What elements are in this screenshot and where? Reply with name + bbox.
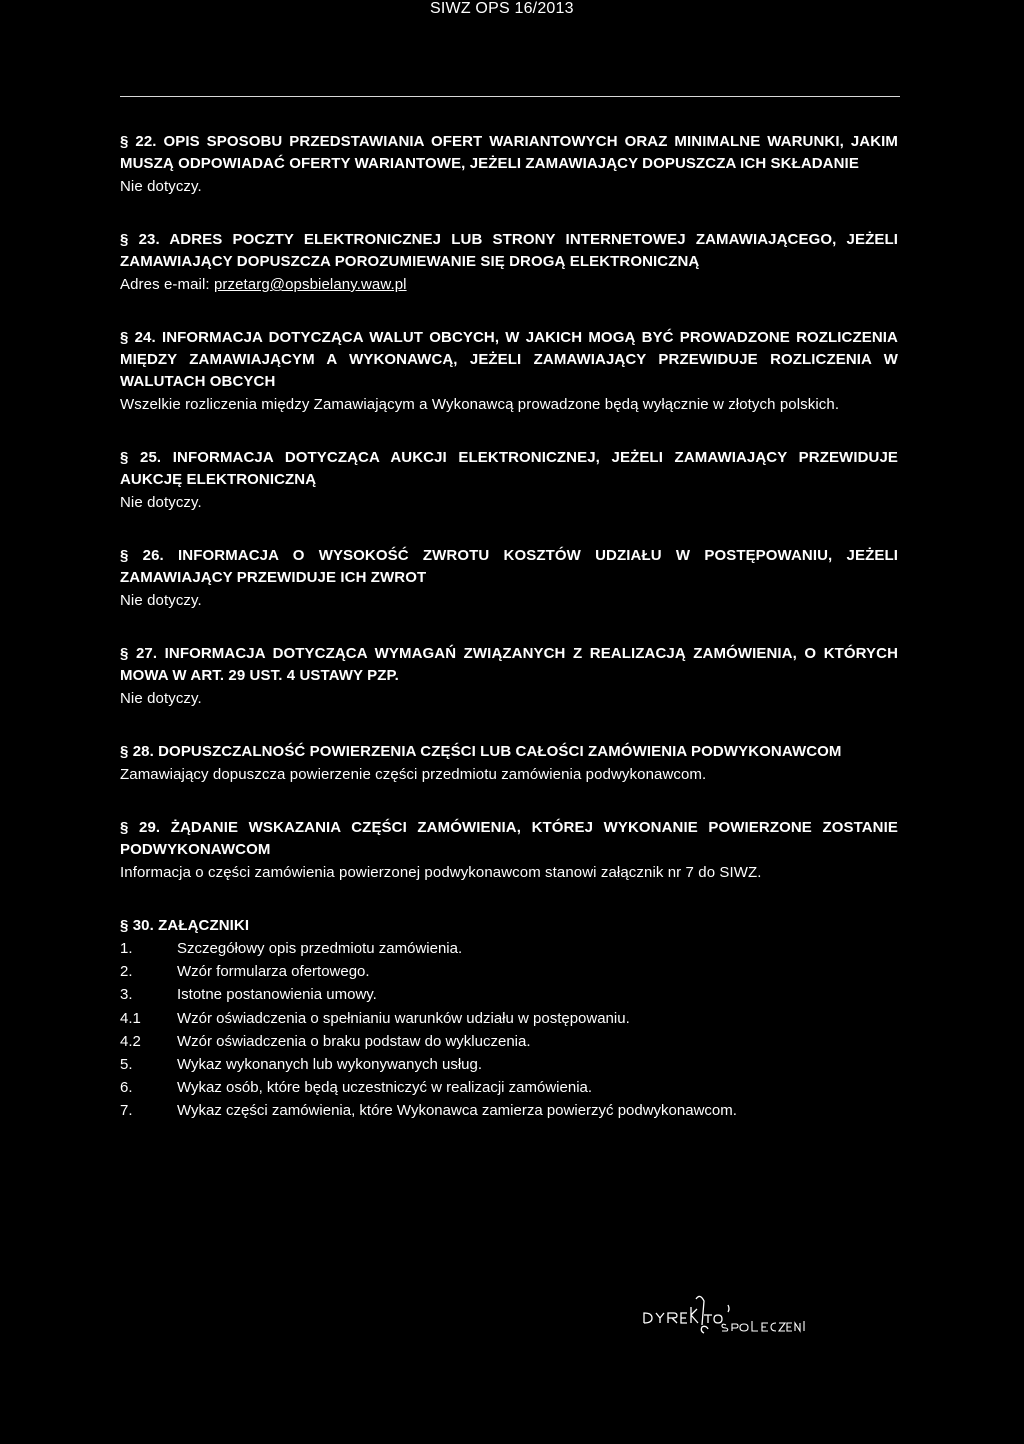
list-item-text: Szczegółowy opis przedmiotu zamówienia.: [177, 940, 463, 957]
list-item: [120, 1030, 898, 1053]
section-heading: § 27. INFORMACJA DOTYCZĄCA WYMAGAŃ ZWIĄZANYCH Z REALIZACJĄ ZAMÓWIENIA, O KTÓRYCH MOWA W ART. 29 UST. 4 USTAWY PZP.: [120, 645, 898, 684]
section-heading: § 22. OPIS SPOSOBU PRZEDSTAWIANIA OFERT WARIANTOWYCH ORAZ MINIMALNE WARUNKI, JAKIM MUSZĄ ODPOWIADAĆ OFERTY WARIANTOWE, JEŻELI ZAMAWIAJĄCY DOPUSZCZA ICH SKŁADANIE: [120, 133, 898, 172]
email-link[interactable]: przetarg@opsbielany.waw.pl: [213, 276, 407, 293]
section-body: Nie dotyczy.: [120, 592, 202, 609]
list-item: [120, 1053, 898, 1076]
list-item-text: Wzór formularza ofertowego.: [177, 963, 370, 981]
list-item-text: Wykaz części zamówienia, które Wykonawca zamierza powierzyć podwykonawcom.: [177, 1102, 737, 1120]
section-28: [120, 741, 898, 786]
list-item: [120, 1076, 898, 1099]
section-body: Nie dotyczy.: [120, 690, 202, 707]
list-item-text: Wykaz osób, które będą uczestniczyć w realizacji zamówienia.: [177, 1079, 593, 1097]
section-body: Wszelkie rozliczenia między Zamawiającym a Wykonawcą prowadzone będą wyłącznie w złotych polskich.: [120, 396, 840, 413]
signature-stamp: [640, 1285, 880, 1355]
section-27: [120, 643, 898, 710]
list-item-text: Istotne postanowienia umowy.: [177, 986, 377, 1004]
section-22: [120, 131, 898, 198]
list-item-number: 3.: [120, 986, 133, 1004]
section-26: [120, 545, 898, 612]
section-24: [120, 327, 898, 416]
list-item-number: 2.: [120, 963, 133, 981]
section-29: [120, 817, 898, 884]
list-item-text: Wzór oświadczenia o braku podstaw do wykluczenia.: [177, 1032, 531, 1050]
section-heading: § 30. ZAŁĄCZNIKI: [120, 917, 250, 934]
document-body: [120, 131, 898, 1154]
list-item-number: 5.: [120, 1056, 133, 1074]
section-heading: § 29. ŻĄDANIE WSKAZANIA CZĘŚCI ZAMÓWIENIA, KTÓREJ WYKONANIE POWIERZONE ZOSTANIE PODWYKONAWCOM: [120, 819, 898, 858]
section-heading: § 25. INFORMACJA DOTYCZĄCA AUKCJI ELEKTRONICZNEJ, JEŻELI ZAMAWIAJĄCY PRZEWIDUJE AUKCJĘ ELEKTRONICZNĄ: [120, 449, 898, 488]
section-heading: § 23. ADRES POCZTY ELEKTRONICZNEJ LUB STRONY INTERNETOWEJ ZAMAWIAJĄCEGO, JEŻELI ZAMAWIAJĄCY DOPUSZCZA POROZUMIEWANIE SIĘ DROGĄ ELEKTRONICZNĄ: [120, 231, 898, 270]
document-header: SIWZ OPS 16/2013: [430, 0, 574, 17]
list-item: [120, 960, 898, 983]
list-item: [120, 983, 898, 1006]
section-25: [120, 447, 898, 514]
section-body: Nie dotyczy.: [120, 178, 202, 195]
section-23: [120, 229, 898, 296]
attachments-list: [120, 937, 898, 1123]
list-item-text: Wykaz wykonanych lub wykonywanych usług.: [177, 1056, 483, 1074]
list-item-number: 4.1: [120, 1009, 141, 1027]
list-item: [120, 1007, 898, 1030]
email-label: Adres e-mail:: [120, 276, 214, 293]
section-heading: § 26. INFORMACJA O WYSOKOŚĆ ZWROTU KOSZTÓW UDZIAŁU W POSTĘPOWANIU, JEŻELI ZAMAWIAJĄCY PRZEWIDUJE ICH ZWROT: [120, 547, 898, 586]
list-item-number: 4.2: [120, 1032, 141, 1050]
list-item: [120, 1099, 898, 1122]
section-body: Zamawiający dopuszcza powierzenie części przedmiotu zamówienia podwykonawcom.: [120, 766, 707, 783]
list-item: [120, 937, 898, 960]
header-rule: [120, 96, 900, 97]
list-item-number: 7.: [120, 1102, 133, 1120]
section-body: [120, 273, 898, 296]
list-item-number: 1.: [120, 940, 133, 957]
section-heading: § 24. INFORMACJA DOTYCZĄCA WALUT OBCYCH, W JAKICH MOGĄ BYĆ PROWADZONE ROZLICZENIA MIĘDZY ZAMAWIAJĄCYM A WYKONAWCĄ, JEŻELI ZAMAWIAJĄCY PRZEWIDUJE ROZLICZENIA W WALUTACH OBCYCH: [120, 329, 898, 390]
list-item-text: Wzór oświadczenia o spełnianiu warunków udziału w postępowaniu.: [177, 1009, 630, 1027]
section-30: [120, 915, 898, 1123]
section-body: Nie dotyczy.: [120, 494, 202, 511]
section-heading: § 28. DOPUSZCZALNOŚĆ POWIERZENIA CZĘŚCI LUB CAŁOŚCI ZAMÓWIENIA PODWYKONAWCOM: [120, 743, 842, 760]
list-item-number: 6.: [120, 1079, 133, 1097]
section-body: Informacja o części zamówienia powierzonej podwykonawcom stanowi załącznik nr 7 do SIWZ.: [120, 864, 762, 881]
